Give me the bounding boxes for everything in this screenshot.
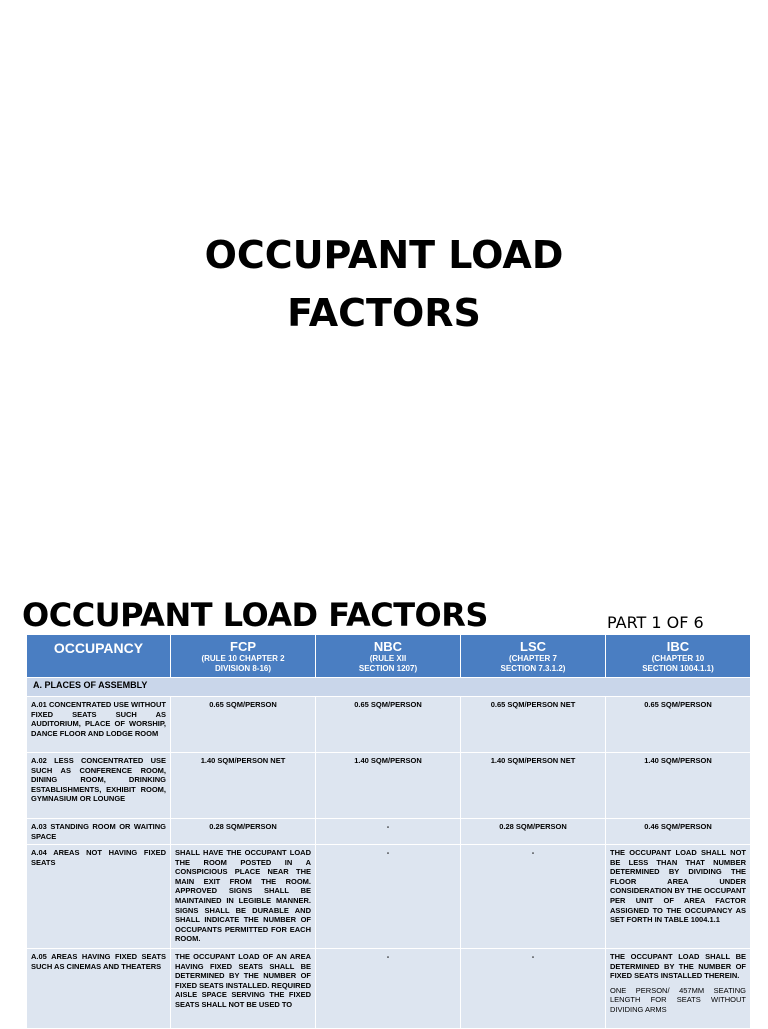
cell-ibc: 0.46 SQM/PERSON (606, 819, 751, 845)
header-lsc-sub1: (CHAPTER 7 (508, 654, 557, 663)
header-fcp-label: FCP (230, 639, 256, 654)
occupant-load-table (26, 634, 751, 1029)
header-lsc-label: LSC (520, 639, 546, 654)
header-nbc-sub2: SECTION 1207) (358, 664, 418, 673)
cell-nbc: 0.65 SQM/PERSON (316, 697, 461, 753)
header-ibc-sub1: (CHAPTER 10 (651, 654, 705, 663)
table-row (27, 845, 751, 949)
table-row (27, 949, 751, 1029)
slide-title (0, 226, 768, 342)
cell-ibc: THE OCCUPANT LOAD SHALL NOT BE LESS THAN THAT NUMBER DETERMINED BY DIVIDING THE FLOOR AREA UNDER CONSIDERATION BY THE OCCUPANT PER UNIT OF AREA FACTOR ASSIGNED TO THE OCCUPANCY AS SET FORTH IN TABLE 1004.1.1 (606, 845, 751, 949)
section-row (27, 678, 751, 697)
cell-nbc: - (316, 819, 461, 845)
cell-ibc: 1.40 SQM/PERSON (606, 753, 751, 819)
cell-fcp: SHALL HAVE THE OCCUPANT LOAD THE ROOM POSTED IN A CONSPICIOUS PLACE NEAR THE MAIN EXIT FROM THE ROOM. APPROVED SIGNS SHALL BE MAINTAINED IN LEGIBLE MANNER. SIGNS SHALL BE DURABLE AND SHALL INDICATE THE NUMBER OF OCCUPANTS PERMITTED FOR EACH ROOM. (171, 845, 316, 949)
cell-lsc: - (461, 949, 606, 1029)
header-occupancy (27, 635, 171, 678)
table-slide-title: OCCUPANT LOAD FACTORS (22, 596, 488, 634)
cell-fcp: 1.40 SQM/PERSON NET (171, 753, 316, 819)
cell-occupancy: A.03 STANDING ROOM OR WAITING SPACE (27, 819, 171, 845)
cell-nbc: - (316, 949, 461, 1029)
cell-fcp: 0.28 SQM/PERSON (171, 819, 316, 845)
table-row (27, 753, 751, 819)
cell-occupancy: A.02 LESS CONCENTRATED USE SUCH AS CONFERENCE ROOM, DINING ROOM, DRINKING ESTABLISHMENTS, EXHIBIT ROOM, GYMNASIUM OR LOUNGE (27, 753, 171, 819)
cell-occupancy: A.04 AREAS NOT HAVING FIXED SEATS (27, 845, 171, 949)
header-lsc-sub2: SECTION 7.3.1.2) (500, 664, 566, 673)
header-ibc-label: IBC (666, 639, 690, 654)
slide-title-line2: FACTORS (287, 291, 481, 335)
cell-lsc: 1.40 SQM/PERSON NET (461, 753, 606, 819)
cell-lsc: 0.65 SQM/PERSON NET (461, 697, 606, 753)
cell-ibc-note: ONE PERSON/ 457MM SEATING LENGTH FOR SEATS WITHOUT DIVIDING ARMS (610, 985, 746, 1014)
table-row (27, 819, 751, 845)
header-nbc-label: NBC (373, 639, 403, 654)
header-occupancy-label: OCCUPANCY (53, 640, 144, 656)
header-ibc-sub2: SECTION 1004.1.1) (642, 664, 714, 673)
cell-lsc: 0.28 SQM/PERSON (461, 819, 606, 845)
cell-occupancy: A.05 AREAS HAVING FIXED SEATS SUCH AS CINEMAS AND THEATERS (27, 949, 171, 1029)
header-lsc (461, 635, 606, 678)
cell-nbc: - (316, 845, 461, 949)
header-nbc (316, 635, 461, 678)
cell-occupancy: A.01 CONCENTRATED USE WITHOUT FIXED SEATS SUCH AS AUDITORIUM, PLACE OF WORSHIP, DANCE FLOOR AND LODGE ROOM (27, 697, 171, 753)
cell-fcp: THE OCCUPANT LOAD OF AN AREA HAVING FIXED SEATS SHALL BE DETERMINED BY THE NUMBER OF FIXED SEATS INSTALLED. REQUIRED AISLE SPACE SERVING THE FIXED SEATS SHALL NOT BE USED TO (171, 949, 316, 1029)
slide-title-line1: OCCUPANT LOAD (204, 233, 564, 277)
table-header-row (27, 635, 751, 678)
header-nbc-sub1: (RULE XII (369, 654, 407, 663)
part-indicator: PART 1 OF 6 (607, 613, 704, 632)
cell-fcp: 0.65 SQM/PERSON (171, 697, 316, 753)
cell-nbc: 1.40 SQM/PERSON (316, 753, 461, 819)
cell-ibc: 0.65 SQM/PERSON (606, 697, 751, 753)
cell-ibc-text: THE OCCUPANT LOAD SHALL BE DETERMINED BY THE NUMBER OF FIXED SEATS INSTALLED THEREIN. (610, 952, 746, 981)
header-fcp-sub2: DIVISION 8-16) (214, 664, 271, 673)
table-row (27, 697, 751, 753)
cell-lsc: - (461, 845, 606, 949)
cell-ibc (606, 949, 751, 1029)
header-fcp-sub1: (RULE 10 CHAPTER 2 (201, 654, 285, 663)
header-ibc (606, 635, 751, 678)
header-fcp (171, 635, 316, 678)
section-heading: A. PLACES OF ASSEMBLY (27, 678, 751, 697)
table-slide (0, 560, 768, 1024)
